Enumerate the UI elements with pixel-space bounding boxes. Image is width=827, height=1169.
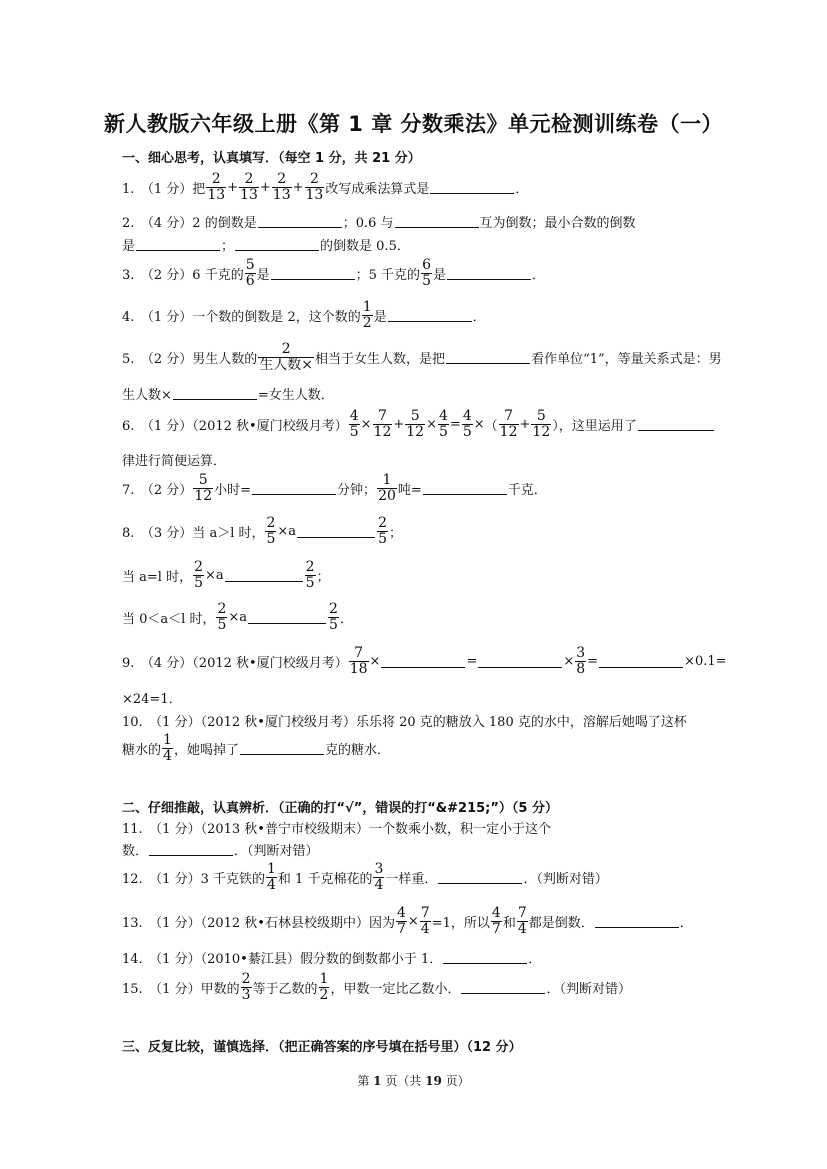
question-text: 生人数×: [122, 388, 172, 403]
fraction-numerator: 2: [244, 171, 254, 187]
question-text: ×: [407, 913, 419, 929]
fraction: [266, 862, 277, 892]
question-text: 和 1 千克棉花的: [277, 871, 373, 887]
answer-blank[interactable]: [461, 981, 545, 994]
page-footer: [0, 1072, 827, 1089]
fraction-denominator: 13: [272, 186, 291, 203]
fraction-numerator: 2: [378, 515, 387, 531]
fraction-numerator: 4: [439, 408, 448, 424]
fraction-denominator: 5: [462, 423, 472, 440]
fraction: [438, 409, 449, 439]
question-text: =女生人数．: [257, 388, 334, 403]
answer-blank[interactable]: [240, 742, 324, 755]
fraction: [405, 409, 425, 439]
question-12: [122, 862, 608, 892]
fraction-numerator: 2: [281, 341, 291, 357]
question-text: 3. （2 分）6 千克的: [122, 267, 244, 283]
question-text: +: [519, 416, 531, 432]
question-text: 吨=: [397, 482, 422, 498]
fraction: [491, 906, 502, 936]
question-text: ；: [388, 525, 402, 541]
fraction-numerator: 7: [420, 905, 430, 921]
question-text: ×a: [228, 609, 248, 625]
question-text: ×: [426, 416, 437, 432]
question-text: 克的糖水．: [324, 742, 390, 758]
question-text: ；: [221, 239, 235, 254]
footer-text: 页（共: [381, 1074, 426, 1088]
fraction-numerator: 4: [396, 905, 406, 921]
fraction: [349, 409, 360, 439]
fraction-denominator: 4: [266, 876, 276, 893]
question-text: ．: [472, 309, 486, 325]
fraction-numerator: 2: [211, 171, 221, 187]
question-text: 是: [432, 267, 446, 283]
answer-blank[interactable]: [595, 915, 679, 928]
fraction-numerator: 7: [504, 408, 514, 424]
fraction: [499, 409, 519, 439]
question-text: ．: [515, 181, 529, 197]
question-6: [122, 409, 715, 439]
question-text: +: [292, 179, 304, 195]
fraction-denominator: 12: [373, 423, 392, 440]
question-2: [122, 212, 636, 231]
answer-blank[interactable]: [258, 215, 342, 228]
question-11: [122, 818, 551, 837]
fraction-denominator: 7: [491, 920, 501, 937]
answer-blank[interactable]: [430, 181, 514, 194]
question-text: +: [393, 416, 405, 432]
fraction: [349, 646, 369, 676]
question-text: ×24=1．: [122, 692, 182, 707]
question-text: 15. （1 分）甲数的: [122, 981, 240, 997]
answer-blank[interactable]: [252, 482, 336, 495]
fraction: [193, 560, 204, 590]
question-text: ×a: [277, 523, 297, 539]
fraction-denominator: 5: [439, 423, 448, 440]
question-text: ×: [473, 416, 485, 432]
question-text: ，她喝掉了: [173, 742, 239, 758]
fraction-denominator: 3: [241, 986, 251, 1003]
answer-blank[interactable]: [388, 309, 472, 322]
total-pages: 19: [425, 1074, 442, 1088]
question-text: =: [466, 653, 478, 669]
question-text: 是: [373, 309, 387, 325]
fraction-denominator: 5: [266, 530, 276, 547]
question-text: ；0.6 与: [342, 216, 394, 231]
question-text: 4. （1 分）一个数的倒数是 2，这个数的: [122, 309, 361, 325]
fraction: [575, 646, 586, 676]
question-text: ；5 千克的: [355, 267, 421, 283]
answer-blank[interactable]: [381, 655, 465, 668]
fraction-denominator: 5: [217, 616, 227, 633]
fraction-numerator: 4: [462, 408, 472, 424]
fraction-denominator: 生人数×: [259, 356, 314, 373]
question-text: （: [484, 418, 498, 434]
question-1: [122, 172, 528, 202]
question-text: 13. （1 分）（2012 秋•石林县校级期中）因为: [122, 915, 395, 931]
section-1-heading: 一、细心思考，认真填写．（每空 1 分，共 21 分）: [122, 151, 421, 166]
question-text: 律进行简便运算．: [122, 454, 227, 469]
fraction-denominator: 8: [576, 660, 586, 677]
fraction: [377, 473, 397, 503]
answer-blank[interactable]: [443, 951, 527, 964]
question-text: 糖水的: [122, 742, 162, 758]
question-text: 千克．: [507, 482, 547, 498]
fraction: [206, 172, 226, 202]
fraction: [517, 906, 528, 936]
question-9: [122, 646, 727, 676]
question-text: ×: [563, 653, 575, 669]
fraction-denominator: 4: [517, 920, 527, 937]
question-11-cont: [122, 840, 319, 859]
fraction: [272, 172, 292, 202]
fraction-numerator: 2: [266, 515, 276, 531]
fraction-numerator: 2: [217, 601, 227, 617]
answer-blank[interactable]: [297, 525, 375, 538]
fraction: [319, 972, 330, 1002]
question-14: [122, 948, 541, 967]
question-text: 5. （2 分）男生人数的: [122, 351, 258, 367]
fraction-numerator: 2: [194, 559, 203, 575]
fraction-denominator: 12: [406, 423, 425, 440]
fraction: [531, 409, 551, 439]
fraction-denominator: 4: [374, 876, 384, 893]
fraction-numerator: 2: [305, 559, 315, 575]
question-8-case3: [122, 602, 353, 632]
fraction-denominator: 5: [378, 530, 387, 547]
footer-text: 第: [357, 1074, 374, 1088]
question-text: 8. （3 分）当 a＞l 时，: [122, 525, 265, 541]
question-text: ×0.1=: [684, 653, 727, 669]
question-text: 11. （1 分）（2013 秋•普宁市校级期末）一个数乘小数，积一定小于这个: [122, 822, 551, 837]
answer-blank[interactable]: [478, 655, 562, 668]
question-9-cont: [122, 688, 182, 707]
question-text: 小时=: [214, 482, 252, 498]
fraction-numerator: 3: [374, 861, 384, 877]
fraction-denominator: 20: [378, 487, 396, 504]
question-text: +: [259, 179, 271, 195]
question-2-cont: [122, 235, 410, 254]
page-number: 1: [373, 1074, 382, 1088]
fraction-denominator: 5: [305, 574, 315, 591]
question-6-cont: [122, 450, 226, 469]
answer-blank[interactable]: [438, 871, 522, 884]
answer-blank[interactable]: [638, 418, 714, 431]
question-text: 7. （2 分）: [122, 482, 193, 498]
fraction-numerator: 2: [329, 601, 338, 617]
question-text: 当 a=l 时，: [122, 569, 193, 585]
question-text: 的倒数是 0.5．: [320, 239, 410, 254]
fraction-denominator: 5: [329, 616, 338, 633]
question-text: 互为倒数；最小合数的倒数: [479, 216, 636, 231]
fraction-numerator: 7: [517, 905, 527, 921]
fraction: [377, 516, 388, 546]
question-text: 1. （1 分）把: [122, 181, 206, 197]
question-10-cont: [122, 733, 390, 763]
question-text: ．: [339, 611, 353, 627]
question-13: [122, 906, 693, 936]
question-text: 相当于女生人数，是把: [315, 351, 446, 367]
answer-blank[interactable]: [599, 655, 683, 668]
answer-blank[interactable]: [446, 351, 530, 364]
fraction: [305, 560, 316, 590]
fraction-numerator: 5: [245, 257, 255, 273]
answer-blank[interactable]: [149, 843, 233, 856]
question-text: ，甲数一定比乙数小．: [330, 981, 461, 997]
question-8-case2: [122, 560, 330, 590]
fraction-denominator: 2: [319, 986, 329, 1003]
section-2-heading: 二、仔细推敲，认真辨析．（正确的打“√”，错误的打“&#215;”）（5 分）: [122, 801, 558, 816]
question-text: =: [449, 416, 461, 432]
fraction-numerator: 3: [576, 645, 586, 661]
question-text: ×a: [205, 567, 224, 583]
question-text: 分钟；: [337, 482, 377, 498]
question-text: 是: [256, 267, 270, 283]
question-text: 2. （4 分）2 的倒数是: [122, 216, 257, 231]
question-text: +: [227, 179, 239, 195]
question-text: 一样重．: [385, 871, 438, 887]
fraction-denominator: 4: [163, 747, 172, 764]
fraction-numerator: 4: [349, 408, 359, 424]
question-text: 和: [502, 915, 516, 931]
question-text: 12. （1 分）3 千克铁的: [122, 871, 265, 887]
fraction-denominator: 12: [194, 487, 213, 504]
question-text: ．（判断对错）: [523, 871, 608, 887]
fraction-numerator: 5: [536, 408, 546, 424]
question-10: [122, 711, 687, 730]
fraction: [362, 300, 373, 330]
question-15: [122, 972, 631, 1002]
fraction-denominator: 4: [420, 920, 430, 937]
fraction: [245, 258, 256, 288]
answer-blank[interactable]: [136, 238, 220, 251]
fraction: [421, 258, 432, 288]
answer-blank[interactable]: [225, 569, 303, 582]
fraction-denominator: 13: [240, 186, 258, 203]
answer-blank[interactable]: [395, 215, 479, 228]
fraction-denominator: 2: [362, 314, 372, 331]
question-text: 是: [122, 239, 136, 254]
fraction: [462, 409, 473, 439]
question-text: 当 0＜a＜l 时，: [122, 611, 216, 627]
fraction-denominator: 13: [207, 186, 226, 203]
question-5-cont: [122, 384, 334, 403]
fraction-denominator: 12: [499, 423, 518, 440]
question-text: 6. （1 分）（2012 秋•厦门校级月考）: [122, 418, 348, 434]
fraction-numerator: 1: [266, 861, 276, 877]
fraction-denominator: 5: [422, 272, 431, 289]
question-4: [122, 300, 486, 330]
fraction: [193, 473, 213, 503]
fraction-denominator: 12: [532, 423, 551, 440]
fraction-numerator: 7: [354, 645, 364, 661]
question-7: [122, 473, 547, 503]
fraction: [216, 602, 227, 632]
question-text: ×: [360, 416, 372, 432]
answer-blank[interactable]: [235, 238, 319, 251]
question-3: [122, 258, 545, 288]
fraction-numerator: 1: [163, 732, 172, 748]
question-text: ），这里运用了: [552, 418, 637, 434]
page-title: 新人教版六年级上册《第 1 章 分数乘法》单元检测训练卷（一）: [103, 112, 724, 136]
fraction-numerator: 2: [277, 171, 287, 187]
fraction-numerator: 5: [198, 472, 208, 488]
fraction-numerator: 2: [241, 971, 251, 987]
question-text: 改写成乘法算式是: [325, 181, 430, 197]
fraction: [420, 906, 431, 936]
fraction-numerator: 2: [309, 171, 319, 187]
answer-blank[interactable]: [271, 267, 355, 280]
question-text: 10. （1 分）（2012 秋•厦门校级月考）乐乐将 20 克的糖放入 180 克的水中，溶解后她喝了这杯: [122, 715, 687, 730]
fraction: [373, 862, 384, 892]
question-text: ．: [532, 267, 546, 283]
fraction: [241, 972, 252, 1002]
fraction: [305, 172, 325, 202]
question-text: ．: [679, 915, 693, 931]
fraction-denominator: 6: [245, 272, 255, 289]
question-text: =: [587, 653, 599, 669]
fraction: [162, 733, 173, 763]
answer-blank[interactable]: [248, 611, 326, 624]
fraction-numerator: 6: [422, 257, 431, 273]
answer-blank[interactable]: [423, 482, 507, 495]
question-text: 看作单位“1”，等量关系式是：男: [531, 351, 722, 367]
fraction-denominator: 7: [396, 920, 406, 937]
question-text: 数．: [122, 844, 149, 859]
fraction-denominator: 5: [194, 574, 203, 591]
fraction: [265, 516, 276, 546]
question-text: =1，所以: [431, 915, 490, 931]
fraction: [239, 172, 259, 202]
section-3-heading: 三、反复比较，谨慎选择．（把正确答案的序号填在括号里）（12 分）: [122, 1040, 522, 1055]
fraction-numerator: 7: [377, 408, 387, 424]
fraction-numerator: 1: [319, 971, 329, 987]
question-text: 等于乙数的: [252, 981, 318, 997]
question-text: ．（判断对错）: [234, 844, 319, 859]
fraction-denominator: 13: [305, 186, 324, 203]
fraction-denominator: 18: [349, 660, 368, 677]
question-8: [122, 516, 402, 546]
question-text: 14. （1 分）（2010•綦江县）假分数的倒数都小于 1．: [122, 952, 443, 967]
question-text: ；: [316, 569, 330, 585]
fraction-numerator: 1: [382, 472, 392, 488]
question-text: ．（判断对错）: [546, 981, 631, 997]
question-5: [122, 342, 722, 372]
fraction: [373, 409, 393, 439]
footer-text: 页）: [441, 1074, 470, 1088]
answer-blank[interactable]: [173, 387, 257, 400]
answer-blank[interactable]: [447, 267, 531, 280]
fraction: [328, 602, 339, 632]
question-text: 9. （4 分）（2012 秋•厦门校级月考）: [122, 655, 348, 671]
fraction-denominator: 5: [349, 423, 359, 440]
fraction: [258, 342, 314, 372]
fraction-numerator: 4: [491, 905, 501, 921]
question-text: ×: [369, 653, 381, 669]
fraction: [396, 906, 407, 936]
fraction-numerator: 1: [362, 299, 372, 315]
fraction-numerator: 5: [410, 408, 420, 424]
question-text: 都是倒数．: [528, 915, 594, 931]
question-text: ．: [528, 952, 542, 967]
